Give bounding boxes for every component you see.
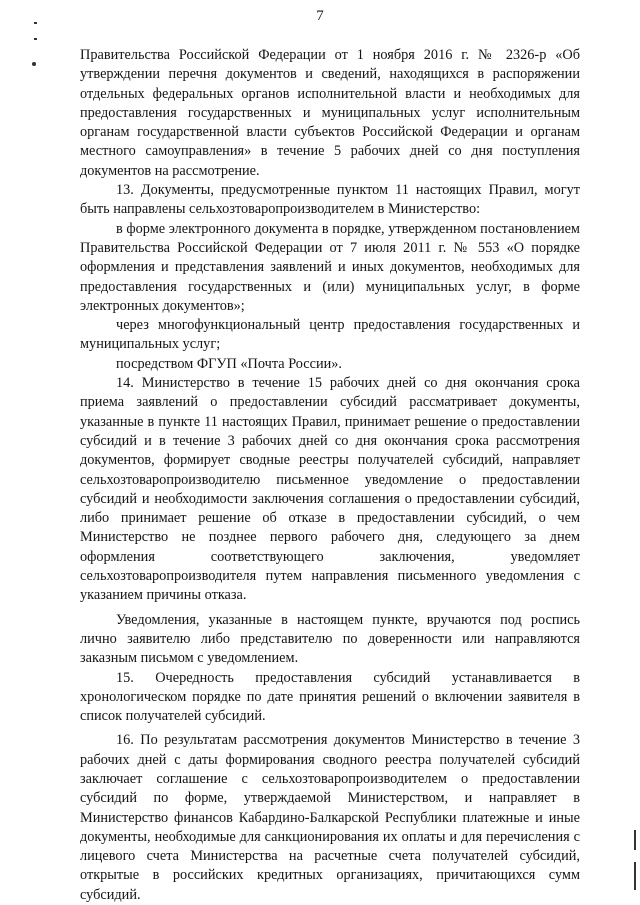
paragraph-13-post: посредством ФГУП «Почта России». bbox=[116, 355, 343, 372]
document-body bbox=[80, 46, 580, 905]
paragraph-14: 14. Министерство в течение 15 рабочих дней со дня окончания срока приема заявлений о предоставлении субсидий рассматривает документы, указанные в пункте 11 настоящих Правил, принимает решение о предоставлении субсидий и в течение 3 рабочих дней со дня окончания срока рассмотрения документов, формирует сводные реестры получателей субсидий, направляет сельхозтоваропроизводителю письменное уведомление о предоставлении субсидий и необходимости заключения соглашения о предоставлении субсидий, либо принимает решение об отказе в предоставлении субсидий, о чем Министерство не позднее первого рабочего дня, следующего за днем оформления соответствующего заключения, уведомляет сельхозтоваропроизводителя путем направления письменного уведомления с указанием причины отказа. bbox=[80, 375, 580, 604]
paragraph-15: 15. Очередность предоставления субсидий устанавливается в хронологическом порядке по дате принятия решений о включении заявителя в список получателей субсидий. bbox=[80, 669, 580, 725]
paragraph-13-electronic: в форме электронного документа в порядке, утвержденном постановлением Правительства Российской Федерации от 7 июля 2011 г. № 553 «О порядке оформления и представления заявлений и иных документов, необходимых для предоставления государственных и (или) муниципальных услуг, в форме электронных документов»; bbox=[80, 220, 580, 314]
paragraph-16: 16. По результатам рассмотрения документов Министерство в течение 3 рабочих дней с даты формирования сводного реестра получателей субсидий заключает соглашение с сельхозтоваропроизводителем о предоставлении субсидий по форме, утверждаемой Министерством, и направляет в Министерство финансов Кабардино-Балкарской Республики платежные и иные документы, необходимые для санкционирования их оплаты и для перечисления с лицевого счета Министерства на расчетные счета получателей субсидий, открытые в российских кредитных организациях, причитающихся сумм субсидий. bbox=[80, 732, 580, 903]
scan-mark bbox=[34, 22, 37, 24]
paragraph-14-notifications: Уведомления, указанные в настоящем пункте, вручаются под роспись лично заявителю либо представителю по доверенности или направляются заказным письмом с уведомлением. bbox=[80, 611, 580, 667]
scan-mark bbox=[34, 38, 37, 40]
paragraph-13-mfc: через многофункциональный центр предоставления государственных и муниципальных услуг; bbox=[80, 317, 580, 353]
paragraph-continuation: Правительства Российской Федерации от 1 ноября 2016 г. № 2326-р «Об утверждении перечня документов и сведений, находящихся в распоряжении отдельных федеральных органов исполнительной власти и необходимых для предоставления государственных и муниципальных услуг исполнительным органам государственной власти субъектов Российской Федерации и органам местного самоуправления» в течение 5 рабочих дней со дня поступления документов на рассмотрение. bbox=[80, 47, 580, 179]
page-number: 7 bbox=[316, 8, 324, 24]
scan-mark bbox=[32, 62, 36, 66]
scan-mark bbox=[634, 830, 636, 850]
scan-mark bbox=[634, 862, 636, 890]
paragraph-13: 13. Документы, предусмотренные пунктом 11 настоящих Правил, могут быть направлены сельхозтоваропроизводителем в Министерство: bbox=[80, 182, 580, 218]
